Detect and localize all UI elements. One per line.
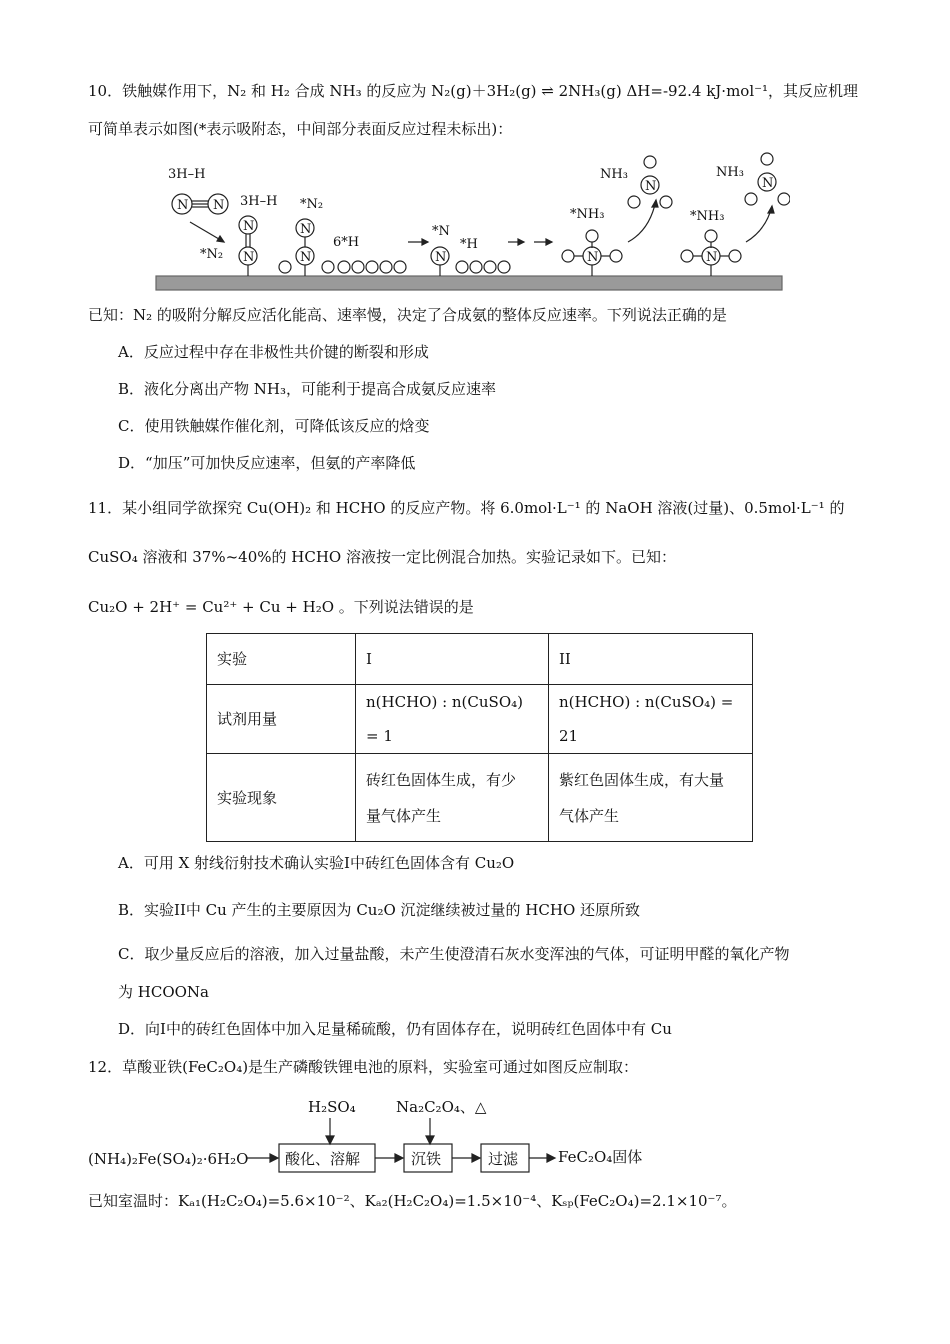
q10-option-a: A．反应过程中存在非极性共价键的断裂和形成 <box>118 343 429 361</box>
flow-step1: 酸化、溶解 <box>285 1150 361 1168</box>
svg-text:N: N <box>243 219 255 234</box>
q10-option-b: B．液化分离出产物 NH₃，可能利于提高合成氨反应速率 <box>118 380 497 398</box>
q11-experiment-table <box>206 633 753 842</box>
flow-step2: 沉铁 <box>411 1150 442 1168</box>
table-cell: n(HCHO) : n(CuSO₄) = 21 <box>549 685 753 754</box>
q11-option-c: C．取少量反应后的溶液，加入过量盐酸，未产生使澄清石灰水变浑浊的气体，可证明甲醛的氧化产物 <box>118 945 790 963</box>
label-nh3-ads-1: *NH₃ <box>570 207 605 222</box>
svg-text:N: N <box>762 176 774 191</box>
table-cell: 砖红色固体生成，有少 量气体产生 <box>356 754 549 842</box>
label-n-ads: *N <box>432 224 450 239</box>
q11-stem-line3: Cu₂O + 2H⁺ = Cu²⁺ + Cu + H₂O 。下列说法错误的是 <box>88 598 474 616</box>
q12-known: 已知室温时：Kₐ₁(H₂C₂O₄)=5.6×10⁻²、Kₐ₂(H₂C₂O₄)=1.5×10⁻⁴、Kₛₚ(FeC₂O₄)=2.1×10⁻⁷。 <box>88 1192 737 1210</box>
q11-option-b: B．实验II中 Cu 产生的主要原因为 Cu₂O 沉淀继续被过量的 HCHO 还原所致 <box>118 901 641 919</box>
q11-option-c-cont: 为 HCOONa <box>118 983 209 1001</box>
svg-text:N: N <box>587 250 599 265</box>
label-6h-ads: 6*H <box>333 235 360 250</box>
label-n2-ads-1: *N₂ <box>200 247 224 262</box>
label-nh3-free-1: NH₃ <box>600 167 628 182</box>
q11-stem-line2: CuSO₄ 溶液和 37%~40%的 HCHO 溶液按一定比例混合加热。实验记录如下。已知： <box>88 548 676 566</box>
q12-flowchart <box>86 1092 786 1174</box>
q12-stem: 12．草酸亚铁(FeC₂O₄)是生产磷酸铁锂电池的原料，实验室可通过如图反应制取： <box>88 1058 639 1076</box>
label-nh3-free-2: NH₃ <box>716 165 744 180</box>
q10-option-d: D．“加压”可加快反应速率，但氨的产率降低 <box>118 454 416 472</box>
svg-text:N: N <box>243 250 255 265</box>
table-cell: 实验现象 <box>207 754 356 842</box>
label-h-ads: *H <box>460 237 478 252</box>
table-cell: 试剂用量 <box>207 685 356 754</box>
flow-reagent1: H₂SO₄ <box>308 1098 356 1116</box>
q11-option-a: A．可用 X 射线衍射技术确认实验I中砖红色固体含有 Cu₂O <box>118 854 515 872</box>
q10-mechanism-figure <box>150 150 790 296</box>
q11-stem-line1: 11．某小组同学欲探究 Cu(OH)₂ 和 HCHO 的反应产物。将 6.0mol·L⁻¹ 的 NaOH 溶液(过量)、0.5mol·L⁻¹ 的 <box>88 499 845 517</box>
svg-text:N: N <box>300 222 312 237</box>
flow-step3: 过滤 <box>488 1150 519 1168</box>
table-cell: I <box>356 634 549 685</box>
label-nh3-ads-2: *NH₃ <box>690 209 725 224</box>
label-3hh-1: 3H–H <box>168 167 206 182</box>
q10-known: 已知：N₂ 的吸附分解反应活化能高、速率慢，决定了合成氨的整体反应速率。下列说法正确的是 <box>88 306 727 324</box>
q10-stem-line2: 可简单表示如图(*表示吸附态，中间部分表面反应过程未标出)： <box>88 120 513 138</box>
svg-text:N: N <box>645 179 657 194</box>
flow-end: FeC₂O₄固体 <box>558 1148 643 1166</box>
table-cell: II <box>549 634 753 685</box>
svg-text:N: N <box>177 198 189 213</box>
svg-text:N: N <box>213 198 225 213</box>
label-n2-ads-2: *N₂ <box>300 197 324 212</box>
label-3hh-2: 3H–H <box>240 194 278 209</box>
svg-text:N: N <box>706 250 718 265</box>
q11-option-d: D．向I中的砖红色固体中加入足量稀硫酸，仍有固体存在，说明砖红色固体中有 Cu <box>118 1020 672 1038</box>
q10-stem-line1: 10．铁触媒作用下，N₂ 和 H₂ 合成 NH₃ 的反应为 N₂(g)＋3H₂(g) ⇌ 2NH₃(g) ΔH=-92.4 kJ·mol⁻¹，其反应机理 <box>88 82 859 100</box>
table-cell: 实验 <box>207 634 356 685</box>
table-cell: 紫红色固体生成，有大量 气体产生 <box>549 754 753 842</box>
svg-text:N: N <box>300 250 312 265</box>
flow-reagent2: Na₂C₂O₄、△ <box>396 1098 487 1116</box>
q10-option-c: C．使用铁触媒作催化剂，可降低该反应的焓变 <box>118 417 430 435</box>
table-cell: n(HCHO) : n(CuSO₄) = 1 <box>356 685 549 754</box>
flow-start: (NH₄)₂Fe(SO₄)₂·6H₂O <box>88 1150 249 1168</box>
svg-text:N: N <box>435 250 447 265</box>
